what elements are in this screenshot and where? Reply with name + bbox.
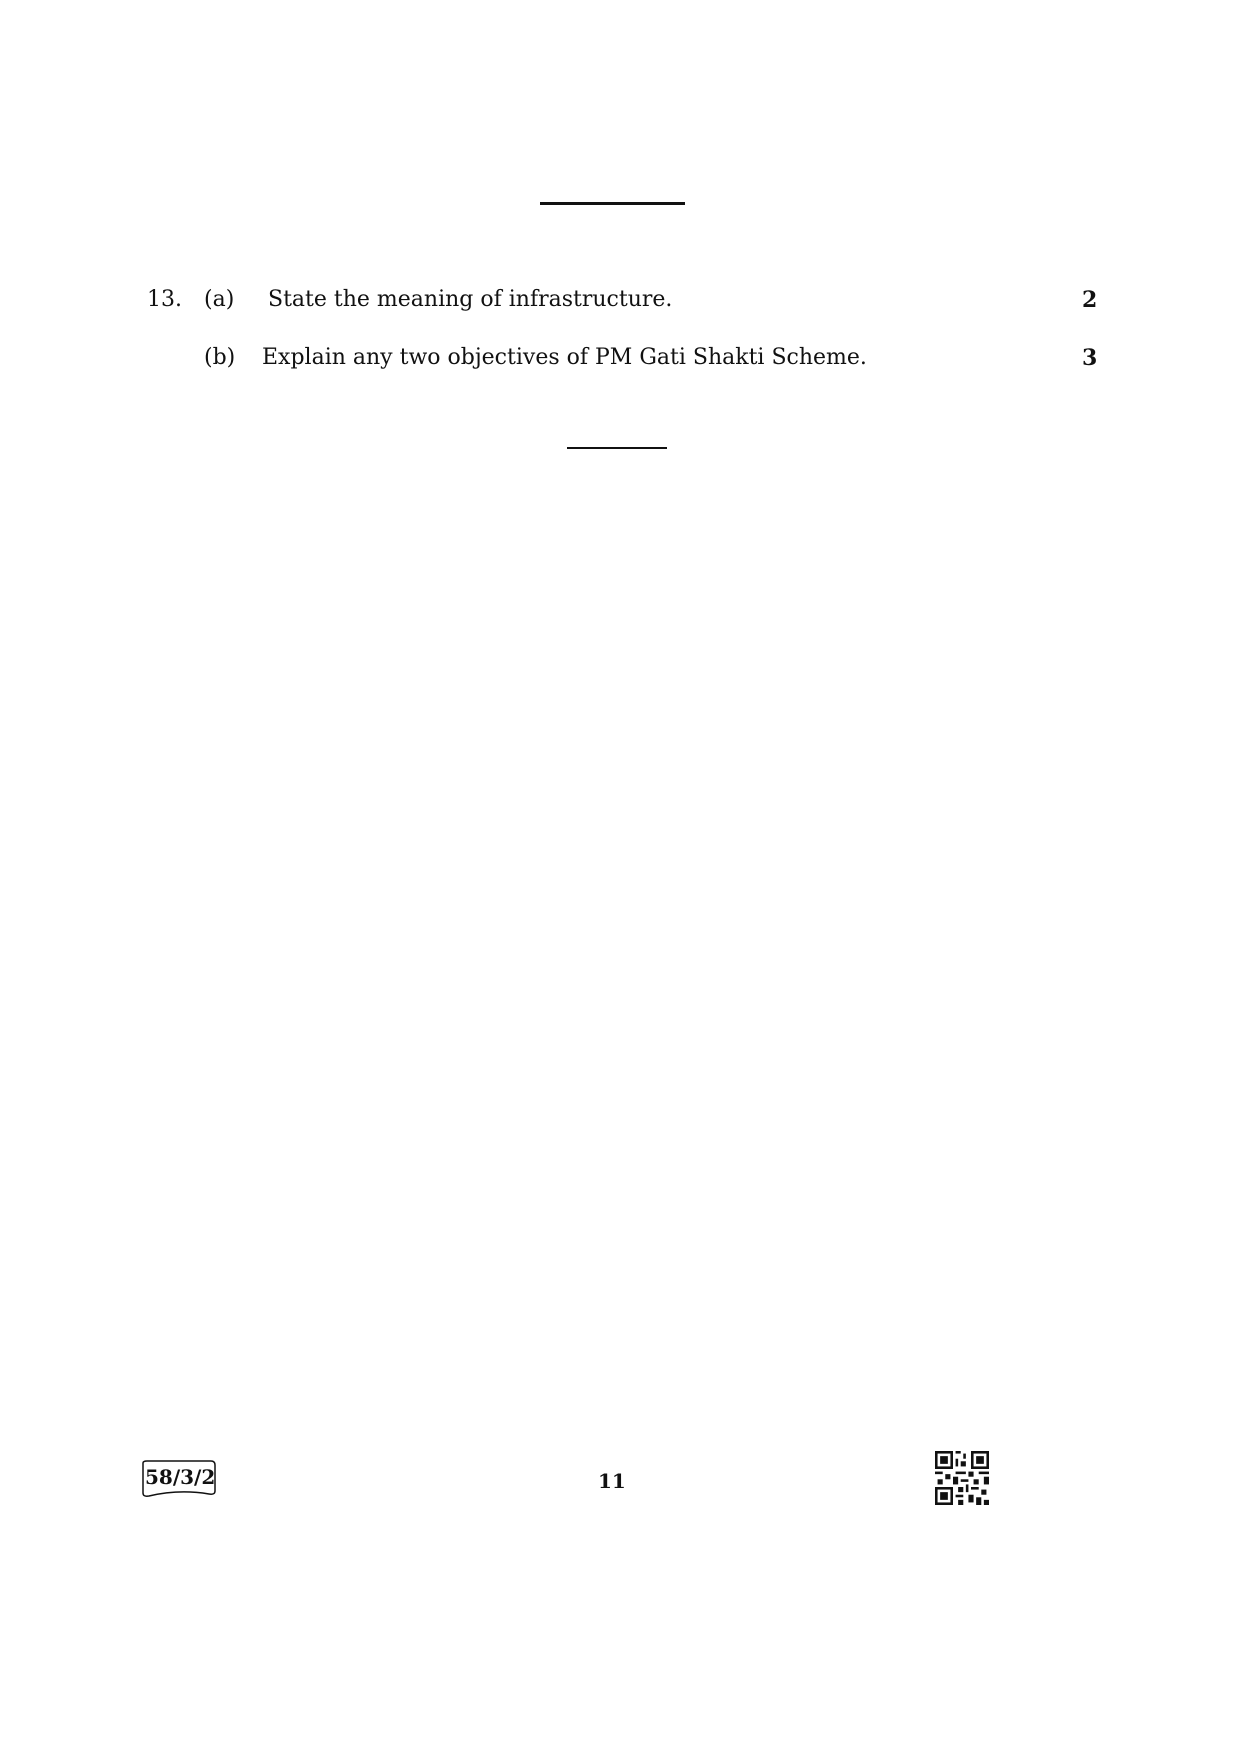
page-number: 11 [598, 1469, 626, 1493]
part-b-text: Explain any two objectives of PM Gati Shakti Scheme. [262, 345, 867, 370]
question-number: 13. [147, 287, 182, 312]
part-a-marks: 2 [1082, 287, 1098, 313]
paper-code: 58/3/2 [145, 1465, 216, 1489]
qr-code-icon [935, 1451, 989, 1505]
part-b-marks: 3 [1082, 345, 1098, 371]
end-divider [567, 447, 667, 449]
part-b-label: (b) [204, 345, 236, 370]
paper-code-box [139, 1459, 219, 1495]
part-a-text: State the meaning of infrastructure. [268, 287, 673, 312]
section-divider-top [540, 202, 685, 205]
part-a-label: (a) [204, 287, 235, 312]
